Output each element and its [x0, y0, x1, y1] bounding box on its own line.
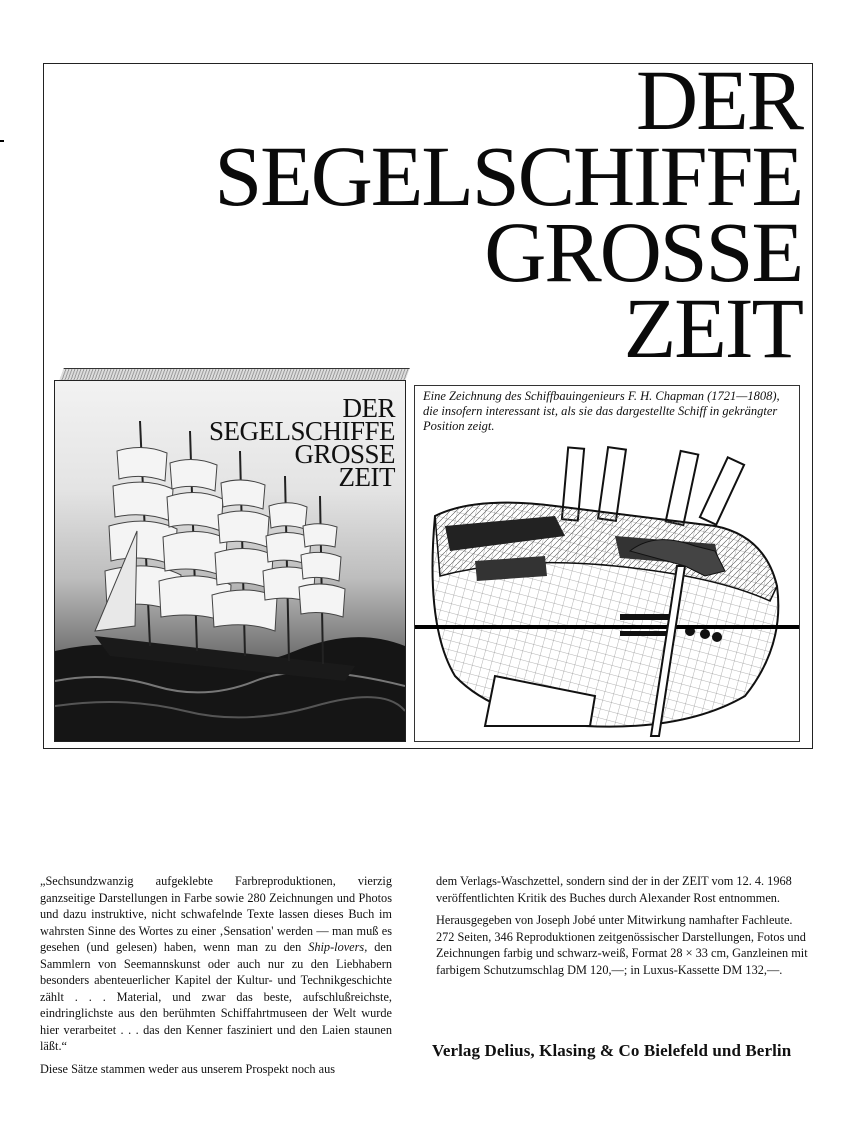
headline-line-2: SEGELSCHIFFE: [214, 128, 802, 224]
book-cover-title: [208, 393, 395, 492]
review-quote-paragraph: [40, 873, 392, 1055]
headline: [214, 52, 802, 376]
source-note-paragraph: Diese Sätze stammen weder aus unserem Prospekt noch aus: [40, 1061, 336, 1076]
book-details-paragraph: Herausgegeben von Joseph Jobé unter Mitwirkung namhafter Fachleute. 272 Seiten, 346 Reproduktionen zeitgenössischer Darstellungen, Fotos und Zeichnungen farbig und schwarz-weiß, Format 28 × 33 cm, Ganzleinen mit farbigem Schutzumschlag DM 120,—; in Luxus-Kassette DM 132,—.: [436, 913, 808, 977]
source-note-continuation: dem Verlags-Waschzettel, sondern sind der in der ZEIT vom 12. 4. 1968 veröffentlichten Kritik des Buches durch Alexander Rost entnommen.: [436, 874, 792, 905]
quote-text-part-2: den Sammlern von Seemannskunst oder auch nur zu den Liebhabern besonders abenteuerlicher Kapitel der Kultur- und Technikgeschichte zählt . . . Material, und zwar das beste, aufschlußreichste, eindringlichste aus den berühmten Schiffahrtmuseen der Welt wurde hier verarbeitet . . . das den Kenner fasziniert und den Laien staunen läßt.“: [40, 940, 392, 1053]
publisher-line: Verlag Delius, Klasing & Co Bielefeld und Berlin: [432, 1041, 792, 1060]
book-title-line-1: DER: [342, 393, 395, 423]
headline-line-3: GROSSE: [484, 204, 802, 300]
quote-italic-term: Ship-lovers,: [308, 940, 368, 954]
headline-line-1: DER: [636, 52, 802, 148]
headline-line-4: ZEIT: [623, 280, 802, 376]
hull-cross-section-drawing: [415, 426, 800, 742]
ship-drawing-panel: [414, 385, 800, 742]
body-text-right-column: [436, 873, 808, 984]
drawing-caption: Eine Zeichnung des Schiffbauingenieurs F. H. Chapman (1721—1808), die insofern interessant ist, als sie das dargestellte Schiff in gekrängter Position zeigt.: [423, 389, 780, 433]
book-image: [54, 368, 406, 740]
book-cover: [54, 380, 406, 742]
body-text-left-column: [40, 873, 392, 1083]
book-title-line-2: SEGELSCHIFFE: [208, 416, 395, 446]
book-title-line-3: GROSSE: [294, 439, 395, 469]
scan-mark: [0, 140, 4, 142]
quote-text-part-1: „Sechsundzwanzig aufgeklebte Farbreproduktionen, vierzig ganzseitige Darstellungen in Farbe sowie 280 Zeichnungen und Photos und dazu instruktive, nicht schwafelnde Texte lassen dieses Buch im wahrsten Sinne des Wortes zu einer ‚Sensation' werden — man muß es gesehen (und gelesen) haben, wenn man zu den: [40, 874, 392, 954]
book-title-line-4: ZEIT: [338, 462, 395, 492]
